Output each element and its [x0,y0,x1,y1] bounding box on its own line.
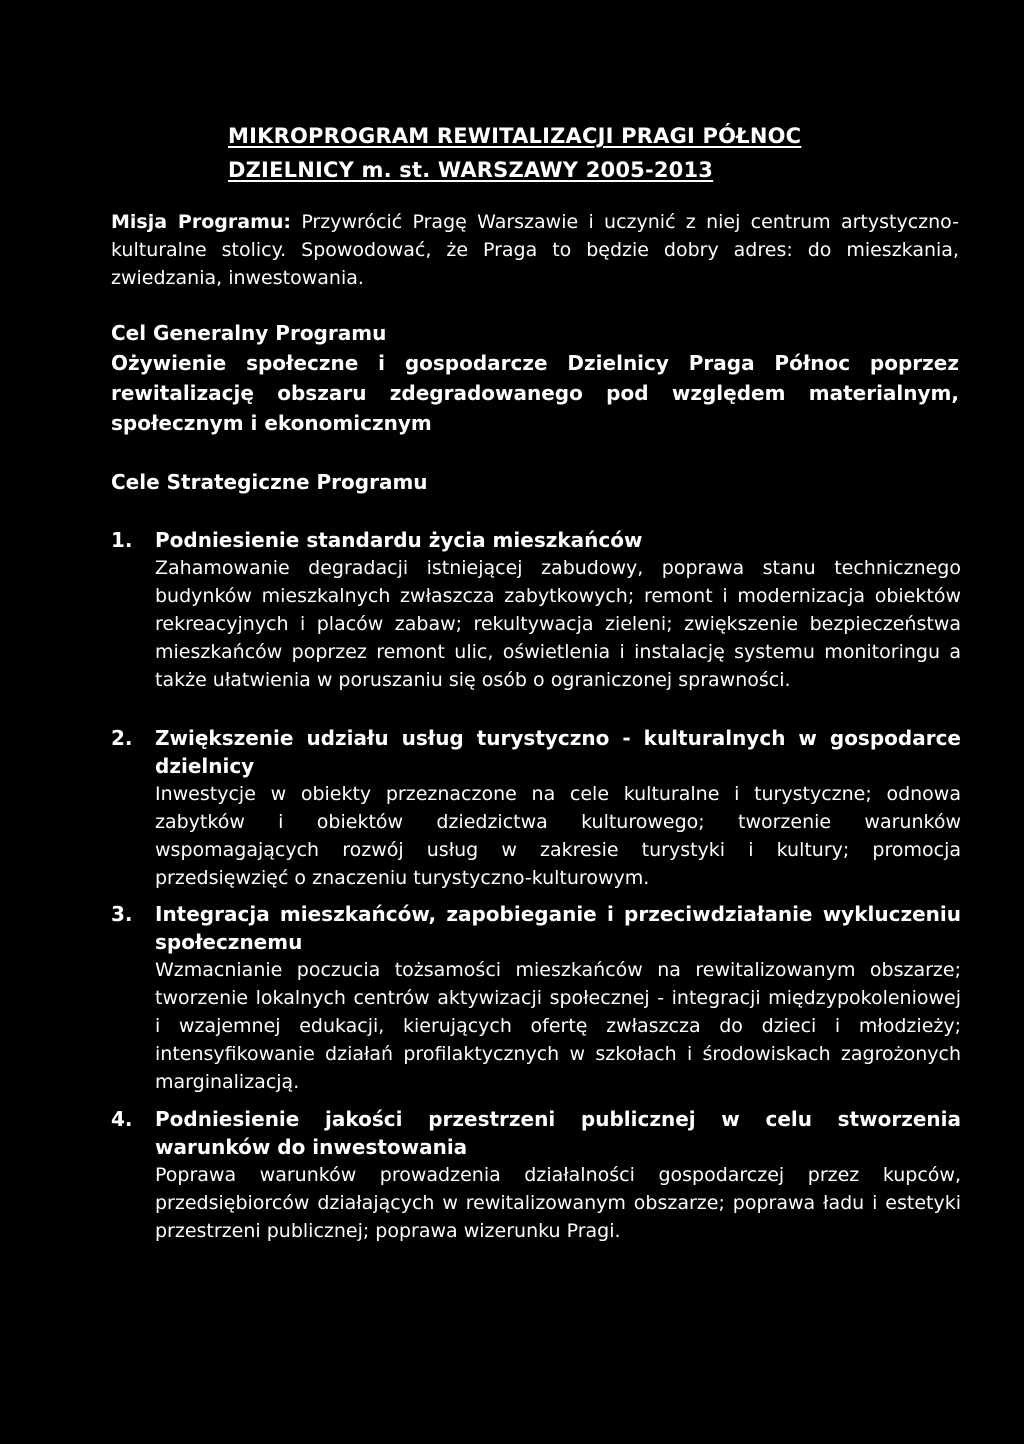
strategic-goal-content [155,1105,961,1245]
strategic-goal-title: Zwiększenie udziału usług turystyczno - kulturalnych w gospodarce dzielnicy [155,726,961,778]
strategic-goal-content [155,724,961,892]
mission-text: Przywrócić Pragę Warszawie i uczynić z niej centrum artystyczno-kulturalne stolicy. Spowodować, że Praga to będzie dobry adres: do mieszkania, zwiedzania, inwestowania. [111,211,959,289]
strategic-goal-number: 4. [111,1107,133,1131]
strategic-goal-title: Podniesienie jakości przestrzeni publicznej w celu stworzenia warunków do inwestowania [155,1107,961,1159]
general-goal-text: Ożywienie społeczne i gospodarcze Dzielnicy Praga Północ poprzez rewitalizację obszaru zdegradowanego pod względem materialnym, społecznym i ekonomicznym [111,351,959,435]
strategic-goal-content [155,900,961,1096]
strategic-goal-title: Integracja mieszkańców, zapobieganie i przeciwdziałanie wykluczeniu społecznemu [155,902,961,954]
strategic-goal-description: Inwestycje w obiekty przeznaczone na cele kulturalne i turystyczne; odnowa zabytków i obiektów dziedzictwa kulturowego; tworzenie warunków wspomagających rozwój usług w zakresie turystyki i kultury; promocja przedsięwzięć o znaczeniu turystyczno-kulturowym. [155,783,961,889]
document-title [228,119,868,187]
title-line-2: DZIELNICY m. st. WARSZAWY 2005-2013 [228,158,714,182]
strategic-goal-description: Wzmacnianie poczucia tożsamości mieszkańców na rewitalizowanym obszarze; tworzenie lokalnych centrów aktywizacji społecznej - integracji międzypokoleniowej i wzajemnej edukacji, kierujących ofertę zwłaszcza do dzieci i młodzieży; intensyfikowanie działań profilaktycznych w szkołach i środowiskach zagrożonych marginalizacją. [155,959,961,1093]
strategic-goals-heading: Cele Strategiczne Programu [111,470,428,494]
title-line-1: MIKROPROGRAM REWITALIZACJI PRAGI PÓŁNOC [228,124,802,148]
strategic-goal-number: 2. [111,726,133,750]
general-goal-section [111,318,959,438]
strategic-goal-title: Podniesienie standardu życia mieszkańców [155,528,643,552]
mission-label: Misja Programu: [111,211,291,233]
mission-paragraph [111,208,959,292]
strategic-goal-description: Zahamowanie degradacji istniejącej zabudowy, poprawa stanu technicznego budynków mieszkalnych zwłaszcza zabytkowych; remont i modernizacja obiektów rekreacyjnych i placów zabaw; rekultywacja zieleni; zwiększenie bezpieczeństwa mieszkańców poprzez remont ulic, oświetlenia i instalację systemu monitoringu a także ułatwienia w poruszaniu się osób o ograniczonej sprawności. [155,557,961,691]
strategic-goal-number: 1. [111,528,133,552]
general-goal-heading: Cel Generalny Programu [111,321,387,345]
strategic-goal-content [155,526,961,694]
strategic-goal-description: Poprawa warunków prowadzenia działalności gospodarczej przez kupców, przedsiębiorców działających w rewitalizowanym obszarze; poprawa ładu i estetyki przestrzeni publicznej; poprawa wizerunku Pragi. [155,1164,961,1242]
strategic-goal-number: 3. [111,902,133,926]
